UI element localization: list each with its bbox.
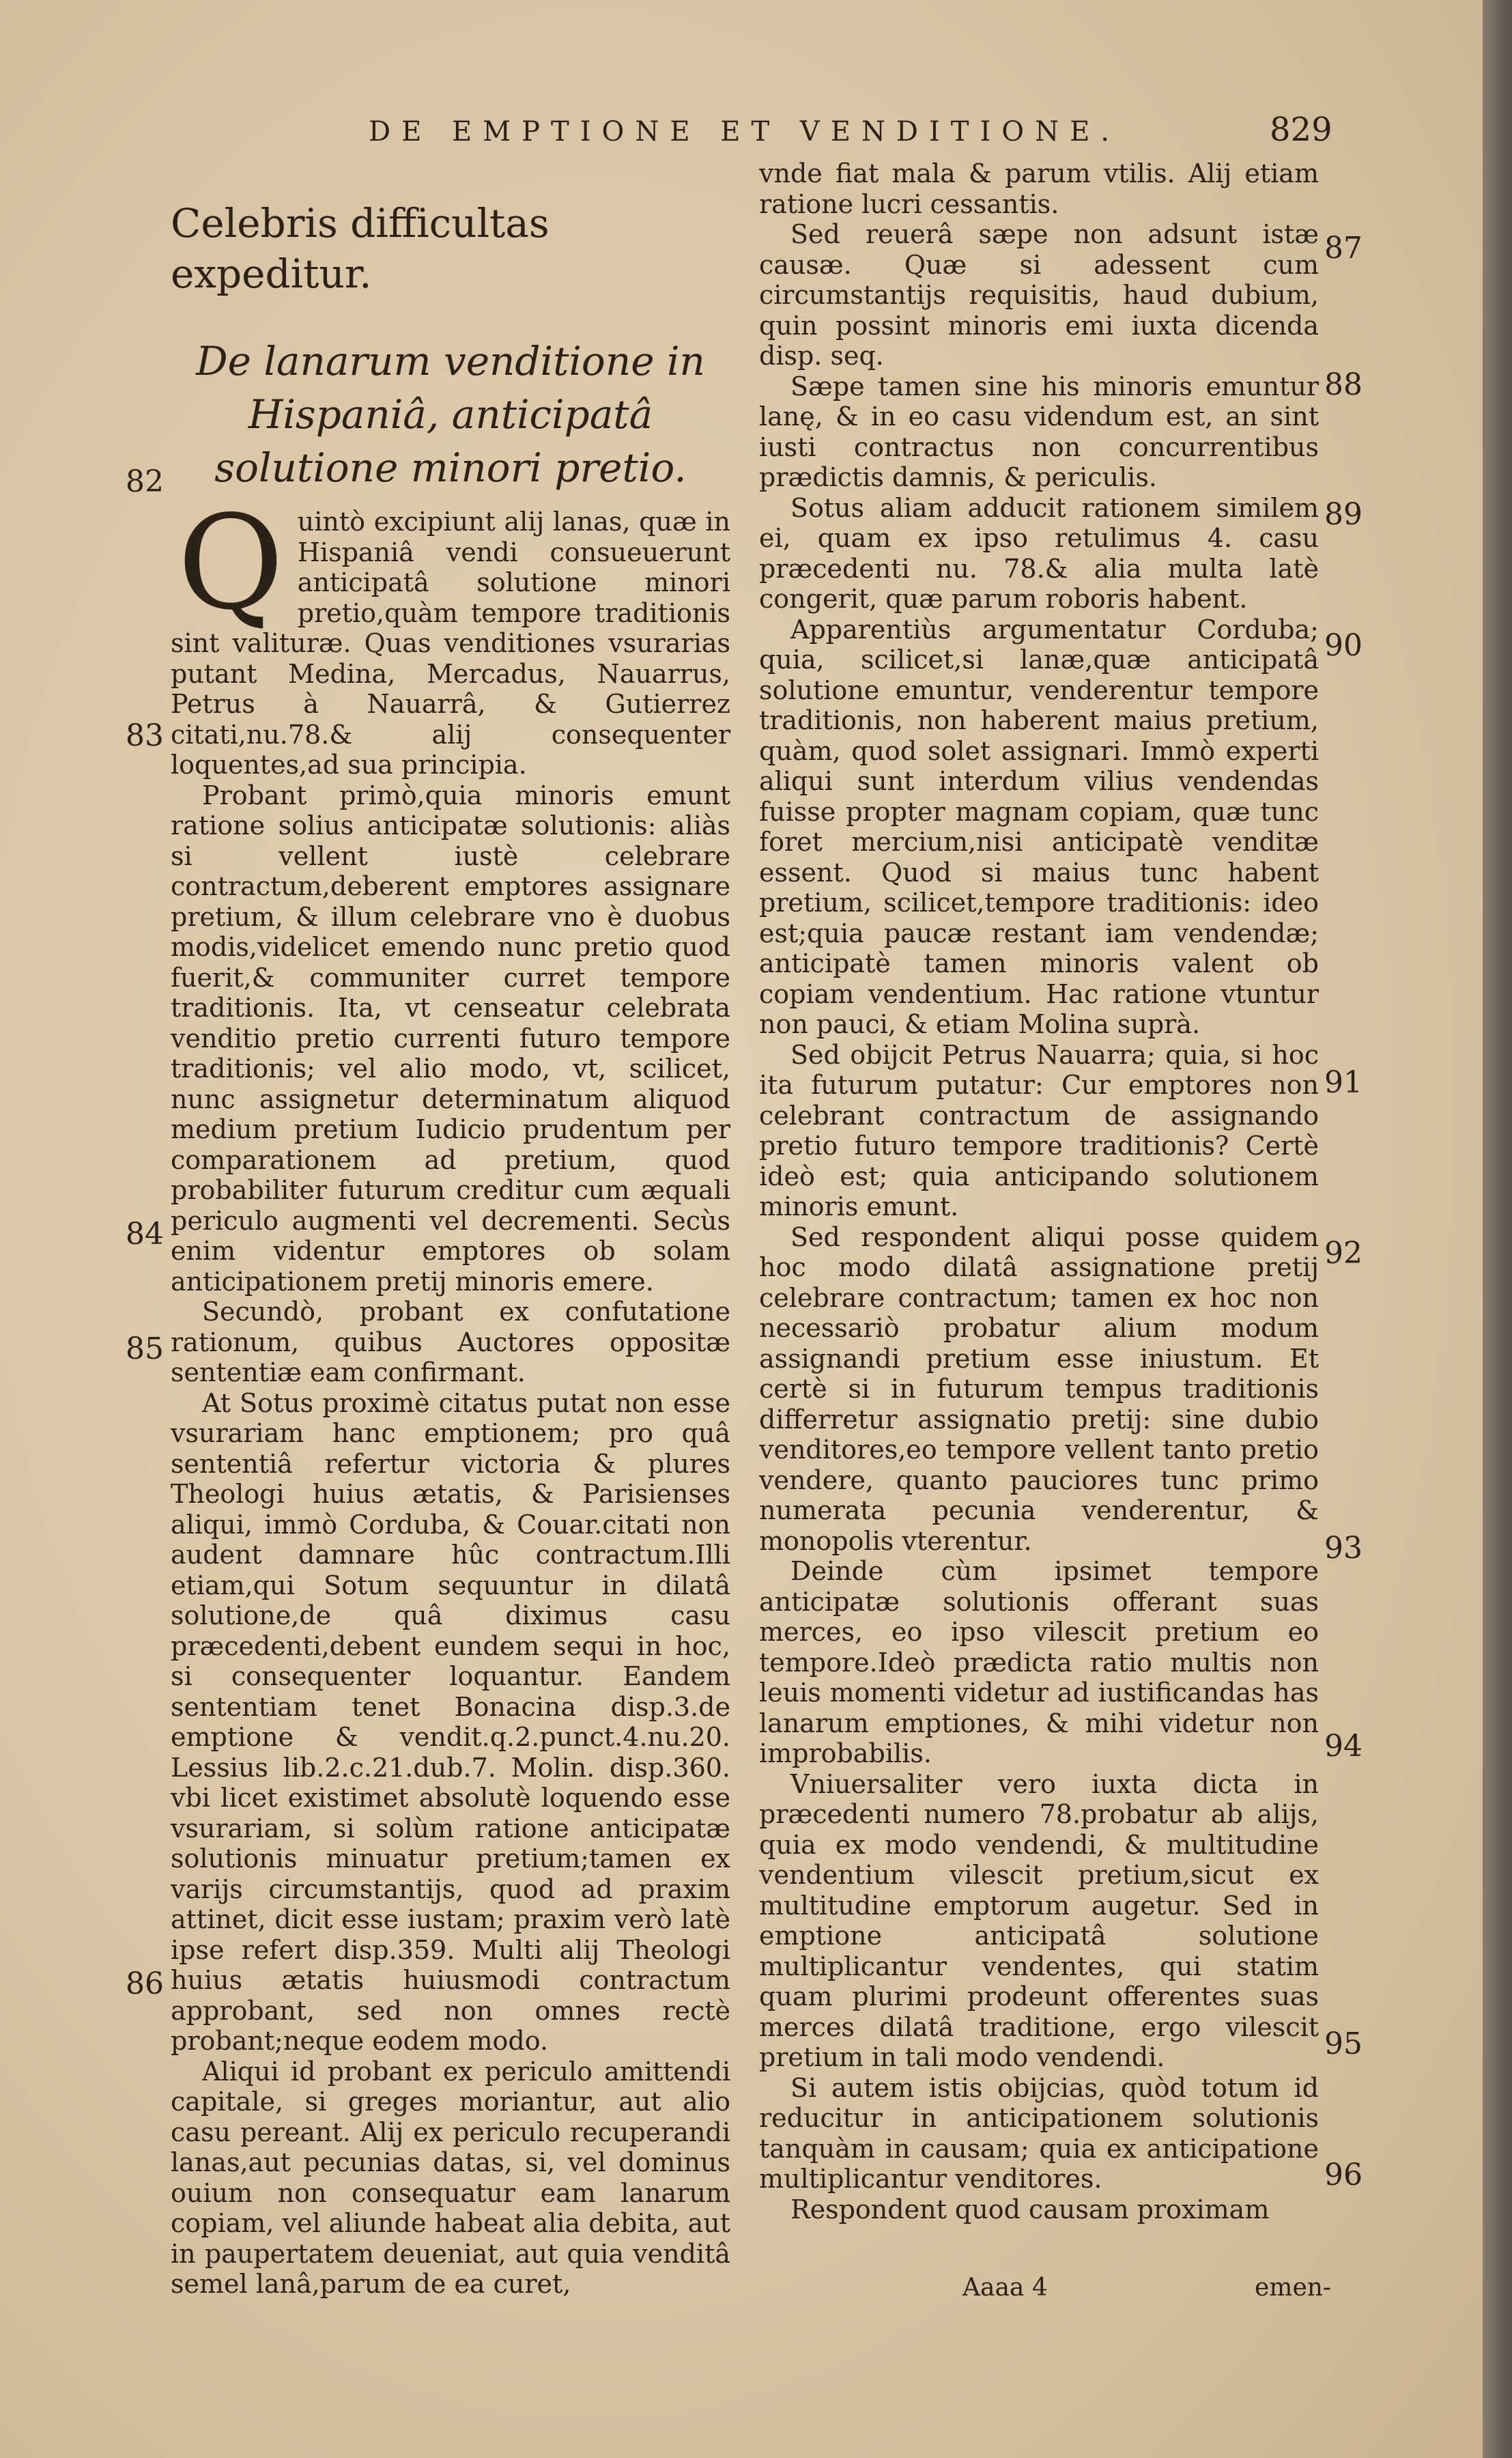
paragraph-83: Probant primò,quia minoris emunt ratione solius anticipatæ solutionis: aliàs si vellent iustè celebrare contractum,deberent emptores assignare pretium, & illum celebrare vno è duobus modis,videlicet emendo nunc pretio quod fuerit,& communiter curret tempore traditionis. Ita, vt censeatur celebrata venditio pretio currenti futuro tempore traditionis; vel alio modo, vt, scilicet, nunc assignetur determinatum aliquod medium pretium Iudicio prudentum per comparationem ad pretium, quod probabiliter futurum creditur cum æquali periculo augmenti vel decrementi. Secùs enim videntur emptores ob solam anticipationem pretij minoris emere. [171,780,730,1297]
margin-number: 93 [1324,1531,1363,1566]
paragraph-90: Apparentiùs argumentatur Corduba; quia, scilicet,si lanæ,quæ anticipatâ solutione emuntur, venderentur tempore traditionis, non haberent maius pretium, quàm, quod solet assignari. Immò experti aliqui sunt interdum vilius vendendas fuisse propter magnam copiam, quæ tunc foret mercium,nisi anticipatè venditæ essent. Quod si maius tunc habent pretium, scilicet,tempore traditionis: ideo est;quia paucæ restant iam vendendæ; anticipatè tamen minoris valent ob copiam vendentium. Hac ratione vtuntur non pauci, & etiam Molina suprà. [759,614,1319,1039]
page-edge [1483,0,1512,2458]
paragraph-91: Sed obijcit Petrus Nauarra; quia, si hoc ita futurum putatur: Cur emptores non celebrant contractum de assignando pretio futuro tempore traditionis? Certè ideò est; quia anticipando solutionem minoris emunt. [759,1039,1319,1221]
margin-number: 92 [1324,1236,1363,1271]
paragraph-94: Vniuersaliter vero iuxta dicta in præcedenti numero 78.probatur ab alijs, quia ex modo vendendi, & multitudine vendentium vilescit pretium,sicut ex multitudine emptorum augetur. Sed in emptione anticipatâ solutione multiplicantur vendentes, qui statim quam plurimi prodeunt offerentes suas merces dilatâ traditione, ergo vilescit pretium in tali modo vendendi. [759,1768,1319,2072]
right-column [759,158,1319,2224]
paragraph-96: Respondent quod causam proximam [790,2194,1270,2224]
margin-number: 91 [1324,1065,1363,1100]
paragraph-85: At Sotus proximè citatus putat non esse vsurariam hanc emptionem; pro quâ sententiâ refertur victoria & plures Theologi huius ætatis, & Parisienses aliqui, immò Corduba, & Couar.citati non audent damnare hûc contractum.Illi etiam,qui Sotum sequuntur in dilatâ solutione,de quâ diximus casu præcedenti,debent eundem sequi in hoc, si consequenter loquantur. Eandem sententiam tenet Bonacina disp.3.de emptione & vendit.q.2.punct.4.nu.20. Lessius lib.2.c.21.dub.7. Molin. disp.360. vbi licet existimet absolutè loquendo esse vsurariam, si solùm ratione anticipatæ solutionis minuatur pretium;tamen ex varijs circumstantijs, quod ad praxim attinet, dicit esse iustam; praxim verò latè ipse refert disp.359. Multi alij Theologi huius ætatis huiusmodi contractum approbant, sed non omnes rectè probant;neque eodem modo. [171,1387,730,2056]
drop-cap-initial: Q [177,488,284,638]
chapter-title: Celebris difficultas expeditur. [171,200,550,297]
page-number: 829 [1270,111,1332,149]
margin-number: 90 [1324,628,1363,663]
paragraph-87: Sed reuerâ sæpe non adsunt istæ causæ. Quæ si adessent cum circumstantijs requisitis, haud dubium, quin possint minoris emi iuxta dicenda disp. seq. [759,219,1319,371]
paragraph-92: Sed respondent aliqui posse quidem hoc modo dilatâ assignatione pretij celebrare contractum; tamen ex hoc non necessariò probatur alium modum assignandi pretium esse iniustum. Et certè si in futurum tempus traditionis differretur assignatio pretij: sine dubio venditores,eo tempore vellent tanto pretio vendere, quanto pauciores tunc primo numerata pecunia venderentur, & monopolis vterentur. [759,1221,1319,1556]
catchword: emen- [1255,2274,1332,2302]
paragraph-continued: vnde fiat mala & parum vtilis. Alij etiam ratione lucri cessantis. [759,158,1319,219]
paragraph-89: Sotus aliam adducit rationem similem ei, quam ex ipso retulimus 4. casu præcedenti nu. 78.& alia multa latè congerit, quæ parum roboris habent. [759,492,1319,614]
chapter-subtitle: De lanarum venditione in Hispaniâ, anticipatâ solutione minori pretio. [196,338,705,491]
margin-number: 89 [1324,497,1363,532]
margin-number: 87 [1324,231,1363,266]
left-column [171,164,730,2300]
margin-number: 96 [1324,2158,1363,2192]
margin-number: 82 [126,464,164,499]
signature-mark: Aaaa 4 [962,2274,1048,2302]
paragraph-95: Si autem istis obijcias, quòd totum id reducitur in anticipationem solutionis tanquàm in causam; quia ex anticipatione multiplicantur venditores. [759,2072,1319,2194]
margin-number: 83 [126,718,164,753]
paragraph-86: Aliqui id probant ex periculo amittendi capitale, si greges moriantur, aut alio casu pereant. Alij ex periculo recuperandi lanas,aut pecunias datas, si, vel dominus ouium non consequatur eam lanarum copiam, vel aliunde habeat alia debita, aut in paupertatem deueniat, aut quia venditâ semel lanâ,parum de ea curet, [171,2056,730,2299]
margin-number: 94 [1324,1729,1363,1764]
margin-number: 88 [1324,367,1363,402]
paragraph-88: Sæpe tamen sine his minoris emuntur lanę, & in eo casu videndum est, an sint iusti contractus non concurrentibus prædictis damnis, & periculis. [759,371,1319,492]
paragraph-84: Secundò, probant ex confutatione rationum, quibus Auctores oppositæ sententiæ eam confirmant. [171,1297,730,1387]
margin-number: 85 [126,1331,164,1366]
margin-number: 84 [126,1217,164,1252]
paragraph-82-text: uintò excipiunt alij lanas, quæ in Hispaniâ vendi consueuerunt anticipatâ solutione minori pretio,quàm tempore traditionis sint valituræ. Quas venditiones vsurarias putant Medina, Mercadus, Nauarrus, Petrus à Nauarrâ, & Gutierrez citati,nu.78.& alij consequenter loquentes,ad sua principia. [171,507,730,780]
paragraph-93: Deinde cùm ipsimet tempore anticipatæ solutionis offerant suas merces, eo ipso vilescit pretium eo tempore.Ideò prædicta ratio multis non leuis momenti videtur ad iustificandas has lanarum emptiones, & mihi videtur non improbabilis. [759,1556,1319,1768]
margin-number: 86 [126,1966,164,2001]
margin-number: 95 [1324,2026,1363,2061]
running-head: DE EMPTIONE ET VENDITIONE. [369,116,1120,147]
paragraph-82 [171,488,730,780]
